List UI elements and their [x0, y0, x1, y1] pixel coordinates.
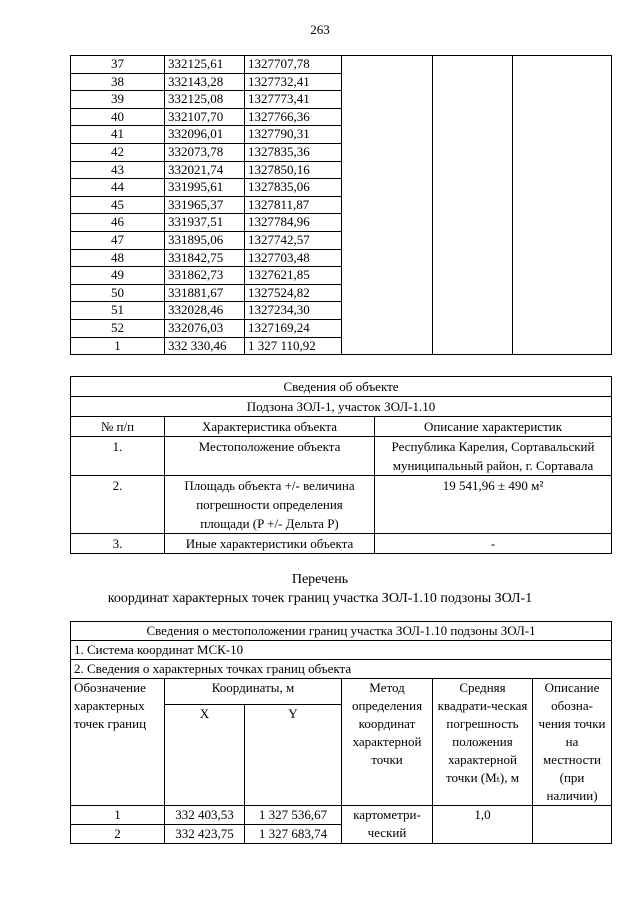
col-method: Метод определения координат характерной точки — [342, 679, 433, 806]
point-num: 2 — [71, 825, 165, 844]
row-num: 1. — [71, 437, 165, 476]
points-title: 2. Сведения о характерных точках границ объекта — [71, 660, 612, 679]
row-description: 19 541,96 ± 490 м² — [375, 476, 612, 534]
point-num: 45 — [71, 196, 165, 214]
page-number: 263 — [310, 22, 330, 37]
point-y: 1 327 110,92 — [245, 337, 342, 355]
col-y: Y — [245, 705, 342, 806]
point-x: 332125,61 — [165, 56, 245, 74]
row-characteristic: Иные характеристики объекта — [165, 534, 375, 554]
point-y: 1327524,82 — [245, 284, 342, 302]
location-title: Сведения о местоположении границ участка ЗОЛ-1.10 подзоны ЗОЛ-1 — [71, 622, 612, 641]
point-y: 1327703,48 — [245, 249, 342, 267]
point-x: 331895,06 — [165, 231, 245, 249]
coordinates-table — [70, 55, 612, 355]
row-characteristic: Местоположение объекта — [165, 437, 375, 476]
col-description: Описание обозна-чения точки на местности (при наличии) — [533, 679, 612, 806]
point-error: 1,0 — [433, 806, 533, 844]
point-description — [533, 806, 612, 844]
point-num: 42 — [71, 143, 165, 161]
point-num: 47 — [71, 231, 165, 249]
point-num: 1 — [71, 337, 165, 355]
point-y: 1327621,85 — [245, 267, 342, 285]
point-y: 1327742,57 — [245, 231, 342, 249]
point-num: 43 — [71, 161, 165, 179]
point-x: 331842,75 — [165, 249, 245, 267]
point-x: 331995,61 — [165, 179, 245, 197]
point-num: 37 — [71, 56, 165, 74]
coordinate-system: 1. Система координат МСК-10 — [71, 641, 612, 660]
point-x: 332028,46 — [165, 302, 245, 320]
col-designation: Обозначение характерных точек границ — [71, 679, 165, 806]
point-x: 332125,08 — [165, 91, 245, 109]
point-num: 1 — [71, 806, 165, 825]
location-table — [70, 621, 612, 844]
point-x: 332143,28 — [165, 73, 245, 91]
list-heading-subtitle: координат характерных точек границ участка ЗОЛ-1.10 подзоны ЗОЛ-1 — [107, 591, 533, 606]
row-num: 2. — [71, 476, 165, 534]
point-num: 41 — [71, 126, 165, 144]
row-num: 3. — [71, 534, 165, 554]
point-x: 332021,74 — [165, 161, 245, 179]
col-x: X — [165, 705, 245, 806]
point-y: 1327850,16 — [245, 161, 342, 179]
object-info-table — [70, 376, 612, 554]
point-y: 1327773,41 — [245, 91, 342, 109]
point-num: 51 — [71, 302, 165, 320]
point-num: 50 — [71, 284, 165, 302]
point-y: 1327707,78 — [245, 56, 342, 74]
object-info-subtitle: Подзона ЗОЛ-1, участок ЗОЛ-1.10 — [71, 397, 612, 417]
empty-col-4 — [342, 56, 433, 355]
point-num: 40 — [71, 108, 165, 126]
row-description: Республика Карелия, Сортавальский муниципальный район, г. Сортавала — [375, 437, 612, 476]
header-characteristic: Характеристика объекта — [165, 417, 375, 437]
point-y: 1327811,87 — [245, 196, 342, 214]
point-x: 331881,67 — [165, 284, 245, 302]
coordinate-row — [71, 56, 612, 74]
point-x: 331862,73 — [165, 267, 245, 285]
point-x: 332 403,53 — [165, 806, 245, 825]
point-num: 44 — [71, 179, 165, 197]
point-y: 1 327 536,67 — [245, 806, 342, 825]
point-y: 1327835,36 — [245, 143, 342, 161]
point-x: 332107,70 — [165, 108, 245, 126]
point-y: 1327732,41 — [245, 73, 342, 91]
point-y: 1327835,06 — [245, 179, 342, 197]
point-y: 1327766,36 — [245, 108, 342, 126]
point-num: 49 — [71, 267, 165, 285]
header-num: № п/п — [71, 417, 165, 437]
point-x: 331965,37 — [165, 196, 245, 214]
point-y: 1327790,31 — [245, 126, 342, 144]
point-num: 46 — [71, 214, 165, 232]
point-x: 332 330,46 — [165, 337, 245, 355]
point-y: 1327234,30 — [245, 302, 342, 320]
empty-col-6 — [513, 56, 612, 355]
point-method: картометри-ческий — [342, 806, 433, 844]
point-num: 48 — [71, 249, 165, 267]
point-x: 332 423,75 — [165, 825, 245, 844]
object-info-title: Сведения об объекте — [71, 377, 612, 397]
row-characteristic: Площадь объекта +/- величина погрешности определения площади (P +/- Дельта P) — [165, 476, 375, 534]
point-num: 38 — [71, 73, 165, 91]
empty-col-5 — [433, 56, 513, 355]
point-num: 52 — [71, 319, 165, 337]
point-y: 1 327 683,74 — [245, 825, 342, 844]
point-y: 1327169,24 — [245, 319, 342, 337]
point-x: 332073,78 — [165, 143, 245, 161]
row-description: - — [375, 534, 612, 554]
point-x: 332076,03 — [165, 319, 245, 337]
col-error: Средняя квадрати-ческая погрешность положения характерной точки (Mₜ), м — [433, 679, 533, 806]
point-y: 1327784,96 — [245, 214, 342, 232]
point-x: 332096,01 — [165, 126, 245, 144]
point-x: 331937,51 — [165, 214, 245, 232]
header-description: Описание характеристик — [375, 417, 612, 437]
list-heading-title: Перечень — [291, 572, 349, 587]
coordinates-table-body — [71, 56, 612, 355]
point-num: 39 — [71, 91, 165, 109]
col-coordinates: Координаты, м — [165, 679, 342, 705]
